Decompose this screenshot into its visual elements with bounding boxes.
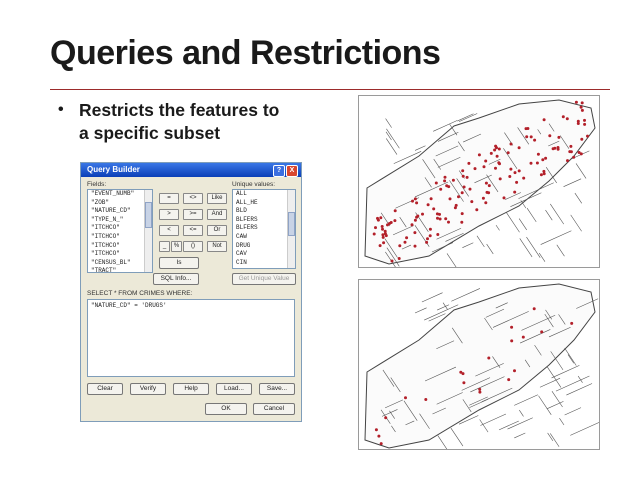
street-line (527, 208, 536, 222)
incident-point (461, 212, 464, 215)
incident-point (376, 217, 379, 220)
incident-point (488, 184, 491, 187)
street-line (559, 418, 564, 425)
incident-point (478, 388, 481, 391)
field-list-item[interactable]: "TRACT" (91, 267, 117, 273)
bullet-line-2: a specific subset (79, 123, 221, 143)
field-list-item[interactable]: "ITCHCO" (91, 224, 120, 232)
operator-button[interactable]: <= (183, 225, 203, 236)
incident-point (436, 217, 439, 220)
incident-point (570, 150, 573, 153)
incident-point (522, 336, 525, 339)
street-line (487, 244, 494, 254)
incident-point (542, 170, 545, 173)
unique-values-label: Unique values: (232, 181, 275, 188)
incident-point (536, 162, 539, 165)
incident-point (537, 153, 540, 156)
unique-value-item[interactable]: ALL_HE (236, 198, 258, 206)
incident-point (382, 241, 385, 244)
operator-button[interactable]: () (183, 241, 203, 252)
incident-point (562, 115, 565, 118)
incident-point (525, 135, 528, 138)
incident-point (557, 136, 560, 139)
operator-button[interactable]: And (207, 209, 227, 220)
street-line (415, 146, 425, 151)
incident-point (425, 241, 428, 244)
street-line (462, 243, 473, 248)
street-line (540, 378, 560, 387)
verify-button[interactable]: Verify (130, 383, 166, 395)
operator-button[interactable]: <> (183, 193, 203, 204)
incident-point (503, 196, 506, 199)
incident-point (493, 149, 496, 152)
incident-point (486, 191, 489, 194)
street-line (519, 219, 527, 230)
clear-button[interactable]: Clear (87, 383, 123, 395)
street-line (415, 308, 427, 313)
incident-point (583, 119, 586, 122)
incident-point (415, 216, 418, 219)
save-button[interactable]: Save... (259, 383, 295, 395)
street-line (541, 231, 572, 245)
incident-point (518, 169, 521, 172)
incident-point (461, 169, 464, 172)
incident-point (583, 123, 586, 126)
field-list-item[interactable]: "EVENT_NUMB" (91, 190, 135, 197)
incident-point (374, 226, 377, 229)
street-line (557, 245, 565, 256)
incident-point (421, 213, 424, 216)
incident-point (454, 206, 457, 209)
street-line (386, 138, 397, 154)
unique-value-item[interactable]: BLFERS (236, 215, 258, 223)
incident-point (540, 330, 543, 333)
query-builder-dialog (80, 162, 302, 422)
incident-point (494, 145, 497, 148)
incident-point (404, 396, 407, 399)
incident-point (415, 201, 418, 204)
incident-point (580, 152, 583, 155)
incident-point (475, 208, 478, 211)
incident-point (405, 236, 408, 239)
incident-point (382, 236, 385, 239)
incident-point (484, 160, 487, 163)
street-line (438, 436, 448, 449)
incident-point (467, 162, 470, 165)
field-list-item[interactable]: "NATURE_CD" (91, 207, 131, 215)
incident-point (490, 152, 493, 155)
bullet-point (58, 99, 336, 145)
close-button[interactable]: X (286, 165, 298, 177)
incident-point (469, 188, 472, 191)
street-line (565, 348, 577, 365)
unique-value-item[interactable]: CAV (236, 250, 247, 258)
incident-point (530, 162, 533, 165)
incident-point (548, 134, 551, 137)
street-line (570, 422, 599, 436)
street-line (386, 129, 399, 148)
incident-point (513, 369, 516, 372)
incident-point (566, 117, 569, 120)
fields-list[interactable] (87, 189, 153, 273)
incident-point (496, 155, 499, 158)
incident-point (575, 101, 578, 104)
incident-point (487, 357, 490, 360)
incident-point (541, 158, 544, 161)
street-line (480, 414, 505, 425)
incident-point (436, 233, 439, 236)
incident-point (569, 145, 572, 148)
unique-value-item[interactable]: CAW (236, 232, 247, 240)
unique-value-item[interactable]: DRUG (236, 241, 251, 249)
incident-point (518, 146, 521, 149)
street-line (514, 395, 538, 406)
street-line (514, 433, 525, 438)
ok-button[interactable]: OK (205, 403, 247, 415)
street-line (480, 419, 488, 432)
title-divider (50, 89, 610, 90)
incident-point (429, 234, 432, 237)
incident-point (463, 186, 466, 189)
street-line (422, 293, 443, 302)
is-operator-button[interactable]: Is (159, 257, 199, 269)
map-subset-features (358, 279, 600, 450)
incident-point (398, 244, 401, 247)
street-line (550, 433, 559, 446)
operator-button[interactable]: % (171, 241, 182, 252)
incident-point (424, 398, 427, 401)
operator-button[interactable]: > (159, 209, 179, 220)
incident-point (566, 159, 569, 162)
incident-point (449, 197, 452, 200)
dialog-titlebar (81, 163, 301, 177)
incident-point (381, 228, 384, 231)
incident-point (377, 435, 380, 438)
street-line (477, 236, 484, 247)
field-list-item[interactable]: "ITCHCO" (91, 241, 120, 249)
fields-label: Fields: (87, 181, 107, 188)
street-map-subset-points (359, 280, 599, 449)
incident-point (445, 184, 448, 187)
street-line (539, 396, 552, 415)
incident-point (381, 233, 384, 236)
expression-textarea[interactable]: "NATURE_CD" = 'DRUGS' (87, 299, 295, 377)
cancel-button[interactable]: Cancel (253, 403, 295, 415)
incident-point (435, 182, 438, 185)
operator-button[interactable]: Not (207, 241, 227, 252)
operator-button[interactable]: < (159, 225, 179, 236)
incident-point (515, 181, 518, 184)
street-line (496, 225, 499, 230)
street-line (508, 418, 533, 429)
incident-point (474, 167, 477, 170)
street-line (556, 376, 589, 391)
incident-point (462, 372, 465, 375)
incident-point (581, 101, 584, 104)
incident-point (381, 225, 384, 228)
incident-point (509, 168, 512, 171)
slide-title: Queries and Restrictions (50, 34, 441, 72)
incident-point (413, 231, 416, 234)
incident-point (572, 156, 575, 159)
field-list-item[interactable]: "TYPE_N_" (91, 215, 124, 223)
unique-value-item[interactable]: ALL (236, 190, 247, 197)
street-line (565, 408, 581, 415)
street-line (506, 212, 519, 232)
incident-point (429, 228, 432, 231)
incident-point (522, 177, 525, 180)
incident-point (510, 326, 513, 329)
street-line (552, 365, 580, 378)
field-list-item[interactable]: "ZOB" (91, 198, 110, 206)
incident-point (461, 191, 464, 194)
field-list-item[interactable]: "CENSUS_BL" (91, 258, 131, 266)
incident-point (375, 428, 378, 431)
incident-point (478, 153, 481, 156)
incident-point (494, 167, 497, 170)
incident-point (540, 173, 543, 176)
incident-point (426, 237, 429, 240)
street-line (568, 355, 574, 364)
incident-point (444, 217, 447, 220)
operator-button[interactable]: Like (207, 193, 227, 204)
unique-values-scrollbar[interactable] (287, 190, 295, 268)
incident-point (394, 209, 397, 212)
incident-point (390, 221, 393, 224)
operator-button[interactable]: Or (207, 225, 227, 236)
incident-point (552, 147, 555, 150)
unique-value-item[interactable]: BLD (236, 207, 247, 215)
street-line (386, 132, 391, 140)
incident-point (462, 381, 465, 384)
incident-point (530, 135, 533, 138)
incident-point (439, 188, 442, 191)
incident-point (483, 165, 486, 168)
incident-point (391, 260, 394, 263)
incident-point (386, 223, 389, 226)
incident-point (411, 200, 414, 203)
incident-point (507, 151, 510, 154)
incident-point (457, 195, 460, 198)
incident-point (510, 143, 513, 146)
bullet-dot-icon: • (58, 101, 64, 118)
incident-point (460, 221, 463, 224)
street-line (548, 433, 553, 441)
street-line (571, 215, 582, 231)
incident-point (438, 213, 441, 216)
street-line (520, 238, 532, 256)
incident-point (498, 162, 501, 165)
incident-point (543, 118, 546, 121)
incident-point (508, 175, 511, 178)
unique-value-item[interactable]: CIN (236, 258, 247, 266)
field-list-item[interactable]: "ITCHCO" (91, 232, 120, 240)
incident-point (485, 182, 488, 185)
incident-point (544, 157, 547, 160)
load-button[interactable]: Load... (216, 383, 252, 395)
operator-button[interactable]: = (159, 193, 179, 204)
incident-point (427, 203, 430, 206)
incident-point (577, 120, 580, 123)
dialog-title: Query Builder (87, 165, 140, 174)
incident-point (447, 221, 450, 224)
help-button[interactable]: Help (173, 383, 209, 395)
bullet-line-1: Restricts the features to (79, 100, 280, 120)
unique-values-list[interactable] (232, 189, 296, 269)
incident-point (414, 245, 417, 248)
street-line (519, 410, 523, 416)
incident-point (379, 216, 382, 219)
select-statement-label: SELECT * FROM CRIMES WHERE: (87, 290, 193, 297)
incident-point (510, 339, 513, 342)
incident-point (570, 322, 573, 325)
operator-button[interactable]: >= (183, 209, 203, 220)
incident-point (380, 442, 383, 445)
incident-point (430, 197, 433, 200)
help-title-button[interactable]: ? (273, 165, 285, 177)
incident-point (580, 106, 583, 109)
street-line (550, 204, 563, 224)
street-line (386, 119, 392, 128)
incident-point (452, 179, 455, 182)
sql-info-button[interactable]: SQL Info... (153, 273, 199, 285)
incident-point (586, 135, 589, 138)
street-line (451, 288, 480, 301)
field-list-item[interactable]: "ITCHCO" (91, 250, 120, 258)
incident-point (478, 391, 481, 394)
street-line (575, 193, 582, 203)
incident-point (533, 307, 536, 310)
incident-point (414, 197, 417, 200)
street-line (552, 391, 563, 407)
operator-button[interactable]: _ (159, 241, 170, 252)
incident-point (533, 139, 536, 142)
incident-point (513, 191, 516, 194)
street-line (566, 384, 592, 396)
incident-point (379, 244, 382, 247)
incident-point (444, 176, 447, 179)
incident-point (466, 176, 469, 179)
incident-point (439, 218, 442, 221)
street-line (526, 237, 540, 258)
incident-point (514, 171, 517, 174)
incident-point (432, 207, 435, 210)
street-line (576, 163, 586, 178)
incident-point (482, 197, 485, 200)
incident-point (373, 233, 376, 236)
map-boundary (365, 100, 595, 264)
incident-point (498, 148, 501, 151)
incident-point (404, 241, 407, 244)
street-line (545, 210, 552, 220)
street-map-all-points (359, 96, 599, 267)
street-line (447, 253, 458, 267)
incident-point (580, 138, 583, 141)
incident-point (499, 177, 502, 180)
incident-point (411, 223, 414, 226)
get-unique-value-button[interactable]: Get Unique Value (232, 273, 296, 285)
incident-point (398, 257, 401, 260)
incident-point (484, 201, 487, 204)
unique-value-item[interactable]: BLFERS (236, 224, 258, 232)
incident-point (557, 148, 560, 151)
street-line (457, 114, 473, 121)
incident-point (414, 219, 417, 222)
map-all-features (358, 95, 600, 268)
incident-point (443, 179, 446, 182)
incident-point (581, 109, 584, 112)
street-line (564, 179, 582, 187)
incident-point (384, 416, 387, 419)
incident-point (526, 127, 529, 130)
incident-point (393, 219, 396, 222)
incident-point (470, 200, 473, 203)
street-line (451, 428, 463, 446)
incident-point (507, 378, 510, 381)
incident-point (462, 175, 465, 178)
fields-scrollbar[interactable] (144, 190, 152, 272)
